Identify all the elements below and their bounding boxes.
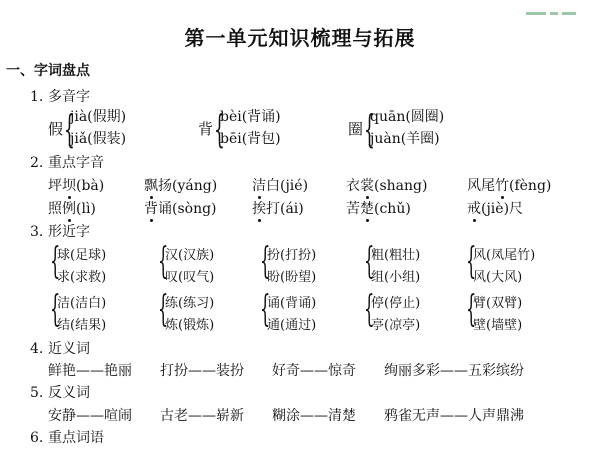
pronunciation-item: 衣裳(shang) [346, 178, 428, 194]
pronunciation-item: 背诵(sòng) [144, 201, 217, 217]
pronunciation-item: 苦楚(chǔ) [346, 201, 411, 217]
pronunciation-item: 戒(jiè)尺 [467, 201, 524, 217]
page-title: 第一单元知识梳理与拓展 [184, 26, 416, 50]
polyphone-group: 背 { bèi(背诵) bēi(背包) [198, 107, 281, 151]
pronunciation-item: 风尾竹(fèng) [467, 178, 552, 194]
sub-heading-similar-chars: 3. 形近字 [30, 224, 90, 240]
pronunciation-item: 照例(lì) [48, 201, 96, 217]
pronunciation-item: 坪坝(bà) [48, 178, 105, 194]
antonym-pair: 鸦雀无声——人声鼎沸 [384, 408, 524, 424]
sub-heading-antonyms: 5. 反义词 [30, 385, 90, 401]
pronunciation-item: 挨打(ái) [252, 201, 304, 217]
sub-heading-polyphones: 1. 多音字 [30, 89, 90, 105]
antonym-pair: 糊涂——清楚 [272, 408, 356, 424]
synonym-pair: 好奇——惊奇 [272, 363, 356, 379]
synonym-pair: 绚丽多彩——五彩缤纷 [384, 363, 524, 379]
pronunciation-item: 洁白(jié) [252, 178, 309, 194]
sub-heading-pronunciation: 2. 重点字音 [30, 155, 104, 171]
polyphone-group: 假 { jià(假期) jiǎ(假装) [48, 107, 127, 151]
sub-heading-synonyms: 4. 近义词 [30, 341, 90, 357]
synonym-pair: 鲜艳——艳丽 [48, 363, 132, 379]
sub-heading-key-words: 6. 重点词语 [30, 430, 104, 446]
antonym-pair: 安静——喧闹 [48, 408, 132, 424]
polyphone-group: 圈 { quān(圆圈) juàn(羊圈) [348, 107, 445, 151]
section-heading: 一、字词盘点 [6, 63, 90, 79]
corner-decoration [522, 0, 592, 4]
pronunciation-item: 飘扬(yáng) [144, 178, 218, 194]
antonym-pair: 古老——崭新 [160, 408, 244, 424]
synonym-pair: 打扮——装扮 [160, 363, 244, 379]
